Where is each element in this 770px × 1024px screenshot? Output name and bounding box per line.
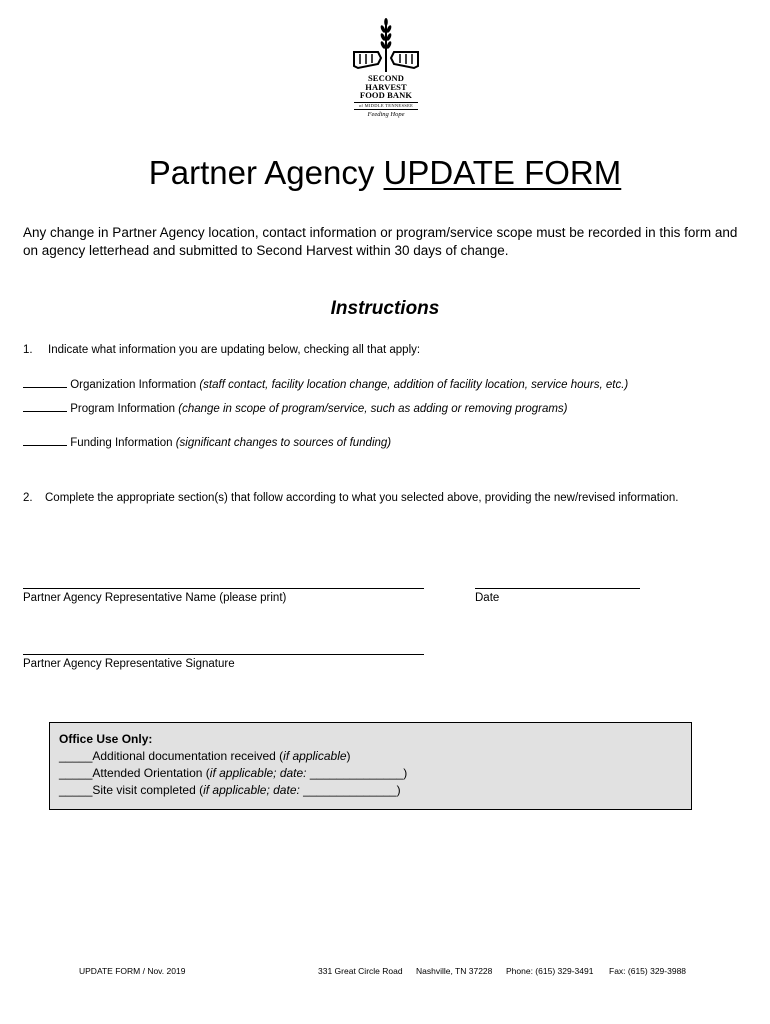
signature-line[interactable] (23, 654, 424, 655)
step-1-number: 1. (23, 344, 33, 356)
footer-address: 331 Great Circle Road (318, 966, 403, 976)
option-funding-note: (significant changes to sources of funding) (175, 437, 392, 449)
step-2-text: Complete the appropriate section(s) that follow according to what you selected above, providing the new/revised information. (45, 492, 679, 504)
office-item-orientation (59, 765, 682, 782)
office-use-box (49, 722, 692, 810)
step-2-number: 2. (23, 492, 33, 504)
office-item-text: Additional documentation received ( (92, 749, 284, 763)
option-organization-note: (staff contact, facility location change, addition of facility location, service hours, etc.) (199, 379, 629, 391)
footer-phone: Phone: (615) 329-3491 (506, 966, 594, 976)
logo-region: of MIDDLE TENNESSEE (358, 102, 414, 108)
checkbox-line-funding[interactable] (23, 434, 67, 446)
name-label: Partner Agency Representative Name (please print) (23, 592, 287, 604)
logo-name-line2: FOOD BANK (359, 90, 413, 100)
office-item-text: Site visit completed ( (92, 783, 204, 797)
date-line[interactable] (475, 588, 640, 589)
date-label: Date (475, 592, 500, 604)
title-underlined: UPDATE FORM (383, 154, 622, 191)
footer-fax: Fax: (615) 329-3988 (609, 966, 687, 976)
option-organization-label: Organization Information (70, 379, 197, 391)
office-use-heading: Office Use Only: (59, 732, 153, 746)
office-item-text: Attended Orientation ( (92, 766, 210, 780)
office-item-italic: if applicable; date: (209, 766, 310, 780)
checkbox-line-program[interactable] (23, 400, 67, 412)
option-program (23, 400, 568, 416)
signature-label: Partner Agency Representative Signature (23, 658, 235, 670)
office-item-italic: if applicable (283, 749, 347, 763)
office-item-close: ) (403, 766, 408, 780)
office-item-blank[interactable]: _____ (59, 749, 93, 763)
intro-paragraph: Any change in Partner Agency location, contact information or program/service scope must be recorded in this form and on agency letterhead and submitted to Second Harvest within 30 days of change. (23, 225, 738, 258)
option-program-note: (change in scope of program/service, such as adding or removing programs) (178, 403, 568, 415)
footer-city: Nashville, TN 37228 (416, 966, 493, 976)
office-item-blank[interactable]: _____ (59, 783, 93, 797)
office-item-close: ) (396, 783, 401, 797)
page-title (0, 154, 770, 192)
office-item-italic: if applicable; date: (203, 783, 304, 797)
office-item-date-blank[interactable]: ______________ (309, 766, 404, 780)
food-bank-logo (348, 16, 424, 120)
name-signature-line[interactable] (23, 588, 424, 589)
title-plain: Partner Agency (148, 154, 384, 191)
office-item-documentation (59, 748, 682, 765)
option-funding (23, 434, 391, 450)
checkbox-line-organization[interactable] (23, 376, 67, 388)
instructions-heading: Instructions (330, 298, 440, 319)
office-item-close: ) (346, 749, 351, 763)
office-item-date-blank[interactable]: ______________ (303, 783, 397, 797)
option-organization (23, 376, 628, 392)
option-funding-label: Funding Information (70, 437, 173, 449)
step-1-text: Indicate what information you are updating below, checking all that apply: (48, 344, 421, 356)
logo-tagline: Feeding Hope (367, 111, 405, 118)
logo-name-line1: SECOND HARVEST (365, 73, 407, 92)
footer-form-version: UPDATE FORM / Nov. 2019 (79, 966, 186, 976)
office-item-site-visit (59, 782, 682, 799)
option-program-label: Program Information (70, 403, 176, 415)
office-item-blank[interactable]: _____ (59, 766, 93, 780)
wheat-hands-icon (348, 16, 424, 74)
